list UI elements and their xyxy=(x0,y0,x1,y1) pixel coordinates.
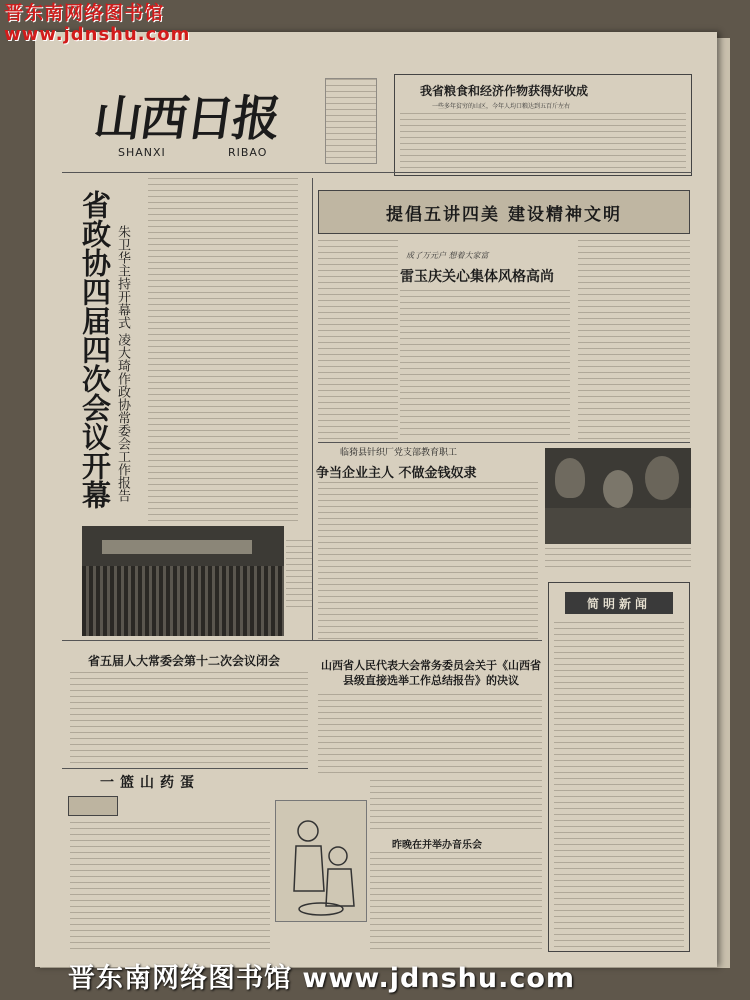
brief-news-body xyxy=(554,622,684,947)
watermark-top-url: www.jdnshu.com xyxy=(4,24,191,45)
lei-kicker: 成了万元户 想着大家富 xyxy=(406,251,489,260)
column-rule-left xyxy=(312,178,313,640)
concert-body xyxy=(370,852,542,952)
concert-preface xyxy=(370,780,542,830)
lei-headline: 雷玉庆关心集体风格高尚 xyxy=(400,269,554,285)
masthead-pinyin-left: SHANXI xyxy=(118,146,166,159)
section-rule xyxy=(318,442,690,443)
npc-close-body xyxy=(70,672,308,767)
cppcc-subhead: 朱卫华主持开幕式 凌大琦作政协常委会工作报告 xyxy=(115,225,130,503)
masthead-pinyin-right: RIBAO xyxy=(228,146,268,159)
column-logo xyxy=(68,796,118,816)
resolution-body xyxy=(318,694,542,774)
photo-caption xyxy=(286,540,312,610)
resolution-headline: 山西省人民代表大会常务委员会关于《山西省县级直接选举工作总结报告》的决议 xyxy=(321,659,541,687)
watermark-bottom: 晋东南网络图书馆 www.jdnshu.com xyxy=(68,963,576,994)
watermark-top xyxy=(4,2,190,46)
lei-body-left xyxy=(318,240,398,440)
lei-body-right xyxy=(578,240,690,440)
npc-close-headline: 省五届人大常委会第十二次会议闭会 xyxy=(88,654,281,668)
top-right-subhead: 一些多年贫穷的山区，今年人均口粮达到五百斤左右 xyxy=(432,103,571,110)
cppcc-headline: 省政协四届四次会议开幕 xyxy=(78,190,112,509)
masthead-title: 山西日报 xyxy=(90,91,283,147)
concert-headline: 昨晚在并举办音乐会 xyxy=(392,840,482,851)
herb-headline: 一篮山药蛋 xyxy=(100,775,200,791)
factory-workers-photo xyxy=(545,448,691,544)
herb-body xyxy=(70,822,270,952)
top-right-headline: 我省粮食和经济作物获得好收成 xyxy=(420,84,589,98)
herb-rule xyxy=(62,768,308,769)
factory-kicker: 临猗县针织厂党支部教育职工 xyxy=(340,448,458,458)
cppcc-meeting-photo xyxy=(82,526,284,636)
top-right-body xyxy=(400,113,686,171)
lei-body-middle xyxy=(400,290,570,440)
cppcc-body xyxy=(148,178,298,523)
factory-headline: 争当企业主人 不做金钱奴隶 xyxy=(316,466,477,481)
factory-body xyxy=(318,482,538,642)
issue-date-box xyxy=(325,78,377,164)
masthead-rule xyxy=(62,172,692,173)
banner-headline: 提倡五讲四美 建设精神文明 xyxy=(318,190,690,234)
lower-rule xyxy=(62,640,542,641)
factory-photo-caption xyxy=(545,548,691,568)
brief-news-title: 简明新闻 xyxy=(565,592,673,614)
herb-illustration xyxy=(275,800,367,922)
watermark-top-name: 晋东南网络图书馆 xyxy=(4,2,165,24)
